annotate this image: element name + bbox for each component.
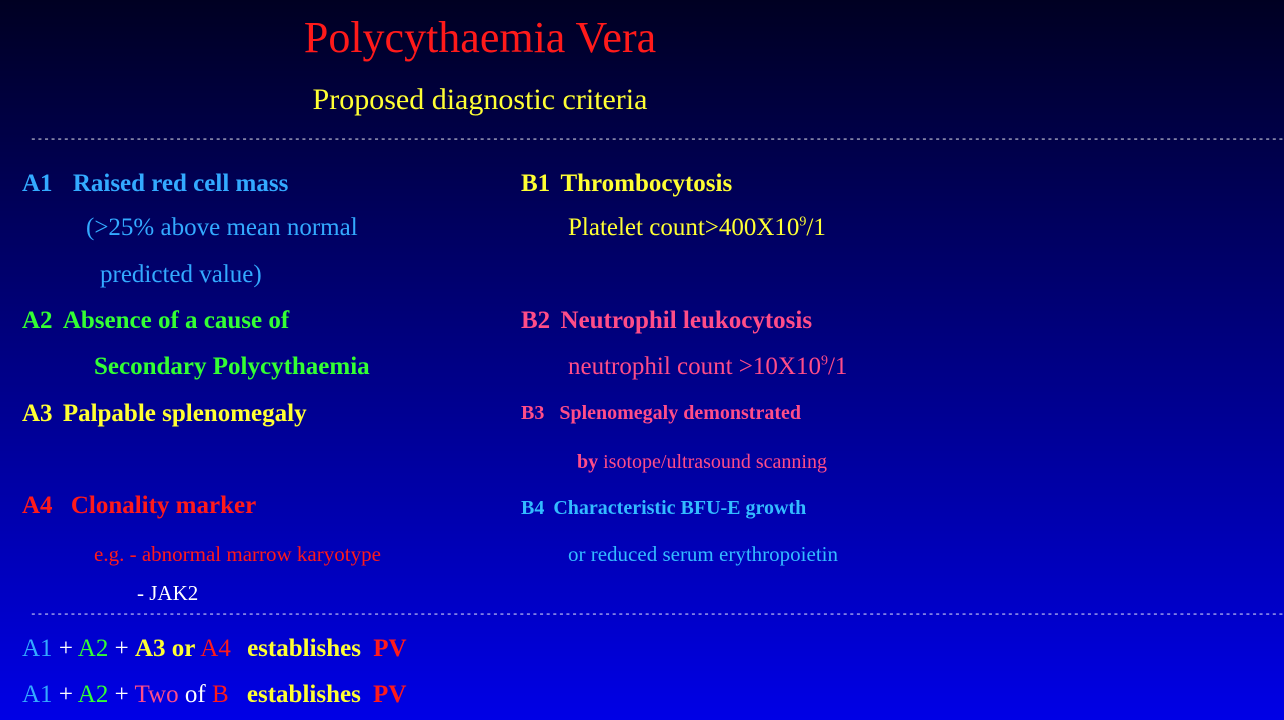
criterion-b2-note-unit: /1	[827, 353, 848, 380]
criterion-a1	[22, 168, 288, 200]
criterion-b3-note-by: by	[577, 451, 599, 473]
top-divider: ----------------------------------------------------------------------------------------------------------------------------------------------------------------------------------------------	[30, 134, 1284, 146]
rule-2-a1: A1	[22, 681, 53, 708]
criterion-a1-note-1: (>25% above mean normal	[86, 214, 358, 241]
criterion-a3-code: A3	[22, 400, 53, 427]
criterion-b2	[521, 305, 812, 337]
rule-2-of: of	[184, 681, 206, 708]
criterion-a3-label: Palpable splenomegaly	[62, 400, 307, 427]
slide-subtitle: Proposed diagnostic criteria	[312, 83, 648, 116]
criterion-a1-note-2: predicted value)	[100, 261, 262, 288]
criterion-b2-note-exponent: 9	[820, 353, 828, 369]
criterion-a4-note-2: - JAK2	[137, 581, 199, 605]
criterion-b2-label: Neutrophil leukocytosis	[560, 307, 813, 334]
criterion-b2-note	[568, 351, 847, 383]
criterion-b3-note	[577, 449, 827, 475]
criterion-a4-label: Clonality marker	[70, 492, 257, 519]
rule-1-plus-1: +	[58, 635, 73, 662]
criterion-b3-note-text: isotope/ultrasound scanning	[603, 451, 827, 473]
criterion-b1-label: Thrombocytosis	[560, 170, 733, 197]
rule-1-plus-2: +	[114, 635, 129, 662]
slide-title: Polycythaemia Vera	[303, 13, 657, 62]
criterion-a4-code: A4	[22, 492, 53, 519]
criterion-b4-note: or reduced serum erythropoietin	[568, 542, 838, 566]
rule-2-plus-1: +	[58, 681, 73, 708]
criterion-b3-label: Splenomegaly demonstrated	[559, 402, 802, 424]
criterion-b4-code: B4	[521, 497, 545, 519]
rule-2-establishes: establishes	[246, 681, 361, 708]
rule-2	[22, 679, 406, 711]
rule-1	[22, 633, 407, 665]
rule-2-pv: PV	[373, 681, 407, 708]
criterion-b4-label: Characteristic BFU-E growth	[553, 497, 807, 519]
rule-2-plus-2: +	[114, 681, 129, 708]
criterion-a3	[22, 398, 307, 430]
criterion-a4-note-1: e.g. - abnormal marrow karyotype	[94, 542, 381, 566]
criterion-a2-label-1: Absence of a cause of	[62, 307, 290, 334]
rule-1-pv: PV	[373, 635, 407, 662]
criterion-b1-note-exponent: 9	[799, 214, 807, 230]
criterion-b3	[521, 400, 801, 426]
rule-1-a4: A4	[200, 635, 231, 662]
criterion-b3-code: B3	[521, 402, 545, 424]
criterion-b1-note-unit: /1	[806, 214, 826, 241]
criterion-b1	[521, 168, 732, 200]
rule-2-a2: A2	[77, 681, 109, 708]
criterion-b2-code: B2	[521, 307, 551, 334]
rule-1-a2: A2	[77, 635, 109, 662]
bottom-divider: ----------------------------------------------------------------------------------------------------------------------------------------------------------------------------------------------	[30, 609, 1284, 621]
rule-2-two: Two	[134, 681, 179, 708]
criterion-a1-code: A1	[22, 170, 53, 197]
criterion-a2-label-2: Secondary Polycythaemia	[94, 353, 370, 380]
criterion-b2-note-text: neutrophil count >10X10	[568, 353, 821, 380]
rule-1-or: or	[171, 635, 196, 662]
criterion-b1-code: B1	[521, 170, 551, 197]
criterion-a4	[22, 490, 256, 522]
rule-1-establishes: establishes	[247, 635, 361, 662]
rule-2-b: B	[211, 681, 229, 708]
criterion-b1-note	[568, 212, 826, 244]
criterion-b1-note-text: Platelet count>400X10	[568, 214, 800, 241]
criterion-a2	[22, 305, 289, 337]
criterion-a1-label: Raised red cell mass	[72, 170, 289, 197]
criterion-b4	[521, 495, 806, 521]
rule-1-a1: A1	[22, 635, 53, 662]
rule-1-a3: A3	[134, 635, 166, 662]
criterion-a2-code: A2	[22, 307, 53, 334]
